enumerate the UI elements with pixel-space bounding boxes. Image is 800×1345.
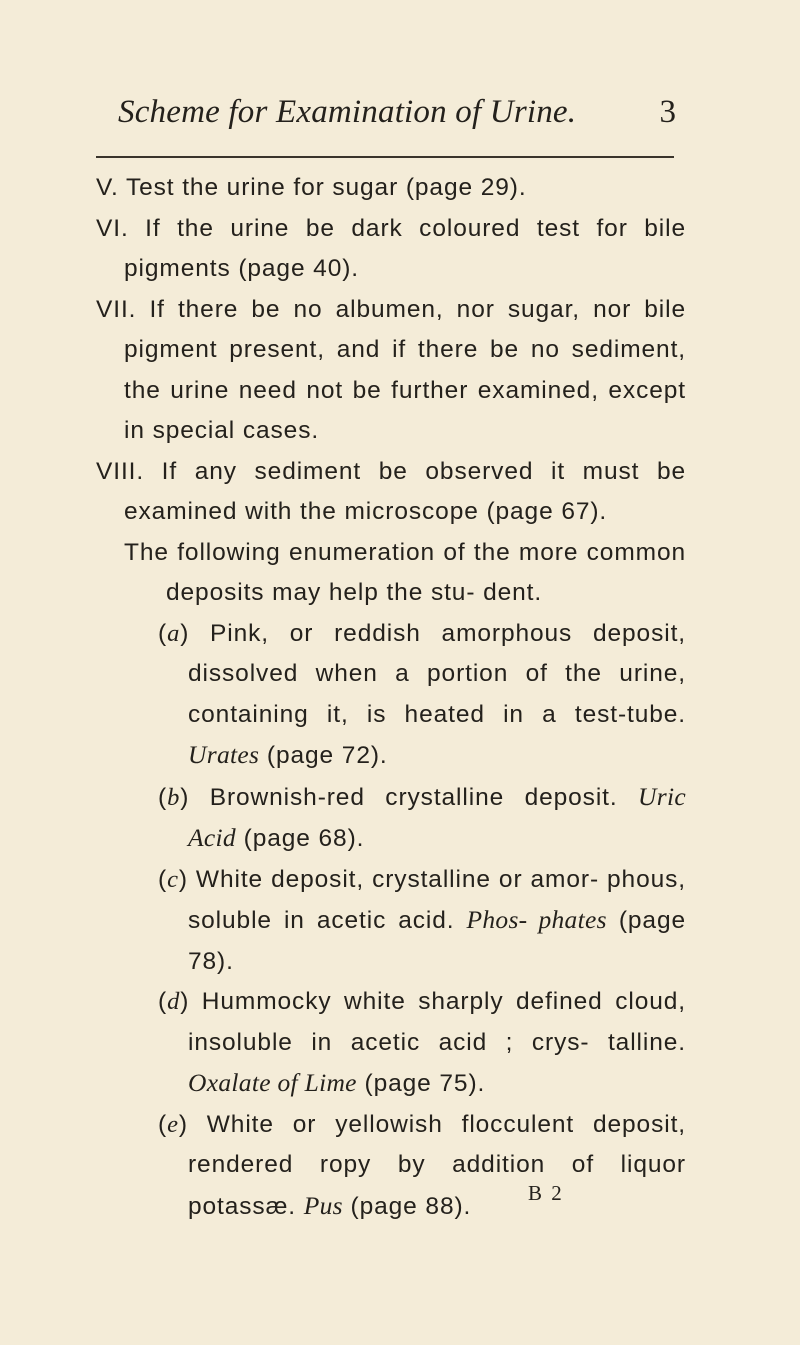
step-text: If there be no albumen, nor sugar, nor bile pigment present, and if there be no sediment, the urine need not be further examined, except in special cases.: [124, 295, 686, 444]
deposit-description: Pink, or reddish amorphous deposit, dissolved when a portion of the urine, containing it, is heated in a test-tube.: [188, 619, 686, 728]
step-text: If the urine be dark coloured test for bile pigments (page 40).: [124, 214, 686, 282]
deposit-description: White deposit, crystalline or amor- phous, soluble in acetic acid.: [187, 865, 686, 934]
page-number: 3: [659, 94, 676, 130]
deposit-description: White or yellowish flocculent deposit, rendered ropy by addition of liquor potassæ.: [187, 1110, 686, 1220]
step-number: VI.: [96, 214, 129, 242]
step-text: If any sediment be observed it must be examined with the microscope (page 67).: [124, 457, 686, 525]
step-v: [96, 168, 686, 209]
deposit-name: Oxalate of Lime: [188, 1068, 357, 1097]
page-reference: (page 72).: [259, 742, 388, 769]
running-head: [96, 92, 676, 136]
step-number: VIII.: [96, 457, 145, 485]
deposit-name: Phos- phates: [466, 905, 607, 934]
page-reference: (page 68).: [235, 825, 365, 852]
deposit-description: Brownish-red crystalline deposit.: [189, 783, 639, 811]
deposit-letter: b: [167, 783, 181, 811]
deposit-description: Hummocky white sharply defined cloud, insoluble in acetic acid ; crys- talline.: [188, 988, 686, 1056]
header-rule: [96, 156, 674, 158]
deposit-name: Urates: [188, 740, 260, 769]
deposit-letter: d: [167, 988, 181, 1015]
signature-mark: B 2: [528, 1181, 564, 1205]
deposit-letter: c: [167, 865, 179, 893]
step-viii: [96, 452, 686, 533]
deposits-intro: The following enumeration of the more common deposits may help the stu- dent.: [124, 538, 686, 606]
deposit-a: (a) Pink, or reddish amorphous deposit, dissolved when a portion of the urine, containing it, is heated in a test-tube. Urates (page 72).: [158, 619, 686, 769]
deposit-b: (b) Brownish-red crystalline deposit. Uric Acid (page 68).: [158, 781, 686, 852]
page-body: [96, 168, 686, 1227]
step-number: V.: [96, 174, 119, 201]
deposit-d: (d) Hummocky white sharply defined cloud, insoluble in acetic acid ; crys- talline. Oxalate of Lime (page 75).: [158, 988, 686, 1097]
page-reference: (page 88).: [342, 1192, 472, 1220]
step-text: Test the urine for sugar (page 29).: [118, 174, 527, 201]
page-reference: (page 78).: [188, 907, 686, 975]
step-number: VII.: [96, 295, 137, 323]
page-reference: (page 75).: [356, 1070, 486, 1097]
deposit-e: (e) White or yellowish flocculent deposit, rendered ropy by addition of liquor potassæ. Pus (page 88).: [158, 1110, 686, 1220]
deposit-name: Uric Acid: [188, 781, 686, 852]
running-title: Scheme for Examination of Urine.: [118, 94, 577, 130]
deposit-name: Pus: [303, 1190, 343, 1220]
deposit-c: (c) White deposit, crystalline or amor- phous, soluble in acetic acid. Phos- phates (page 78).: [158, 865, 686, 975]
step-vi: [96, 209, 686, 290]
deposit-letter: a: [167, 619, 181, 647]
deposit-letter: e: [167, 1110, 179, 1138]
step-vii: [96, 290, 686, 452]
